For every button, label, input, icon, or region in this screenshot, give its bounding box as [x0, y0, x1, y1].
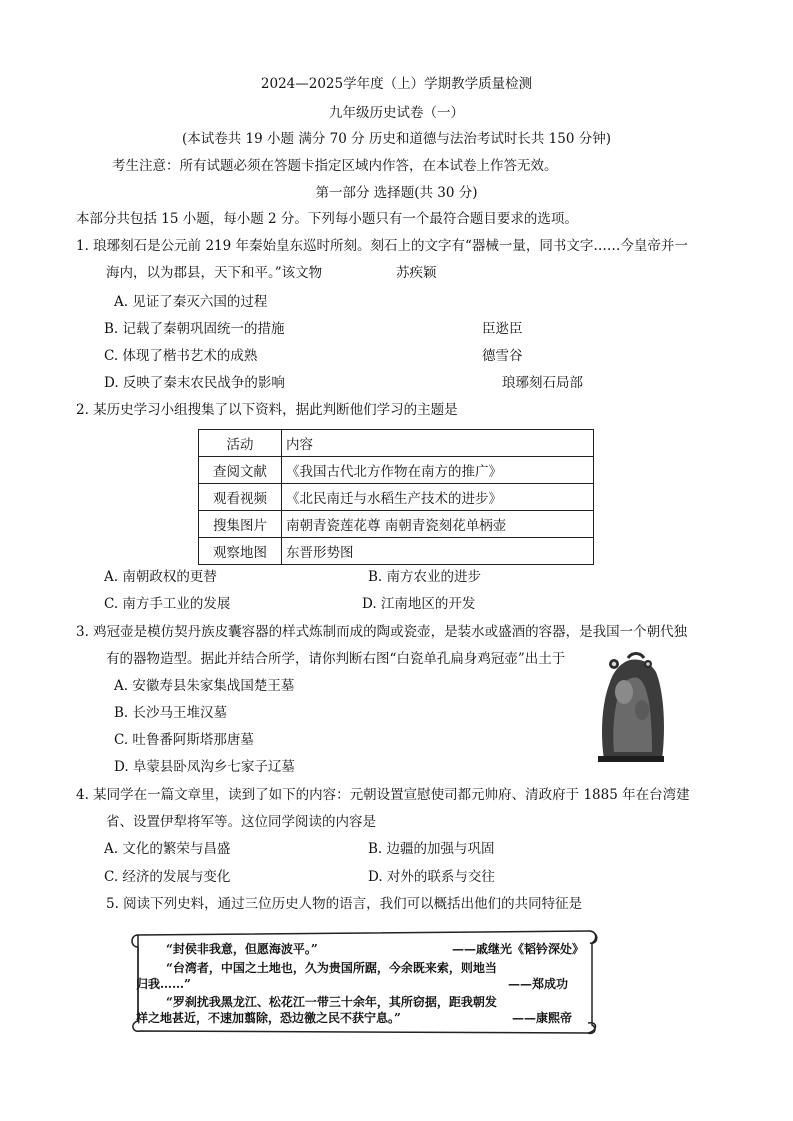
q2-option-a: A. 南朝政权的更替 — [104, 569, 217, 585]
q5-source-3: ——康熙帝 — [512, 1011, 573, 1025]
table-row — [199, 484, 594, 511]
q4-option-a: A. 文化的繁荣与昌盛 — [104, 841, 231, 857]
table-cell: 东晋形势图 — [282, 538, 594, 565]
exam-title: 2024—2025学年度（上）学期教学质量检测 — [260, 76, 533, 92]
table-row — [199, 430, 594, 457]
table-row — [199, 511, 594, 538]
q4-option-c: C. 经济的发展与变化 — [104, 869, 231, 885]
q1-caption: 琅琊刻石局部 — [502, 375, 583, 391]
q2-option-c: C. 南方手工业的发展 — [104, 596, 231, 612]
chicken-crown-pot-image — [594, 652, 668, 762]
table-cell: 《我国古代北方作物在南方的推广》 — [282, 457, 594, 484]
exam-subtitle: 九年级历史试卷（一） — [329, 105, 464, 121]
q4-stem-line2: 省、设置伊犁将军等。这位同学阅读的内容是 — [106, 814, 376, 830]
q3-option-c: C. 吐鲁番阿斯塔那唐墓 — [114, 732, 254, 748]
q1-stray-name: 苏疾颖 — [396, 265, 437, 281]
q5-quote-3b: 祥之地甚近，不速加翦除，恐边徼之民不获宁息。” — [136, 1011, 401, 1025]
q3-stem-line1: 3. 鸡冠壶是模仿契丹族皮囊容器的样式炼制而成的陶或瓷壶，是装水或盛酒的容器，是我国一个朝代独 — [76, 624, 688, 640]
q1-option-b: B. 记载了秦朝巩固统一的措施 — [104, 321, 285, 337]
q3-option-a: A. 安徽寿县朱家集战国楚王墓 — [114, 678, 295, 694]
table-cell: 搜集图片 — [199, 511, 282, 538]
q1-stem-line2: 海内，以为郡县，天下和平。”该文物 — [106, 265, 323, 281]
exam-notice: 考生注意：所有试题必须在答题卡指定区域内作答，在本试卷上作答无效。 — [112, 158, 558, 174]
q5-source-2: ——郑成功 — [508, 977, 569, 991]
q4-stem-line1: 4. 某同学在一篇文章里，读到了如下的内容：元朝设置宣慰使司都元帅府、清政府于 1885 年在台湾建 — [76, 787, 690, 803]
q5-quote-3a: “罗刹扰我黑龙江、松花江一带三十余年，其所窃据，距我朝发 — [166, 995, 497, 1009]
q1-option-c: C. 体现了楷书艺术的成熟 — [104, 348, 258, 364]
q5-stem: 5. 阅读下列史料，通过三位历史人物的语言，我们可以概括出他们的共同特征是 — [106, 896, 583, 912]
part1-intro: 本部分共包括 15 小题，每小题 2 分。下列每小题只有一个最符合题目要求的选项。 — [76, 211, 578, 227]
q5-source-1: ——戚继光《韬钤深处》 — [452, 942, 585, 956]
q1-side-text-b: 臣逖臣 — [482, 321, 523, 337]
q5-quote-2b: 归我……” — [136, 977, 191, 991]
q2-option-b: B. 南方农业的进步 — [368, 569, 482, 585]
q1-option-a: A. 见证了秦灭六国的过程 — [114, 294, 268, 310]
q1-side-text-c: 德雪谷 — [482, 348, 523, 364]
table-header-activity: 活动 — [199, 430, 282, 457]
q1-option-d: D. 反映了秦末农民战争的影响 — [104, 375, 285, 391]
q3-stem-line2: 有的器物造型。据此并结合所学，请你判断右图“白瓷单孔扁身鸡冠壶”出土于 — [106, 651, 566, 667]
table-header-content: 内容 — [282, 430, 594, 457]
q5-quote-1: “封侯非我意，但愿海波平。” — [166, 942, 318, 956]
q2-option-d: D. 江南地区的开发 — [362, 596, 476, 612]
table-cell: 查阅文献 — [199, 457, 282, 484]
q5-quote-2a: “台湾者，中国之土地也，久为贵国所踞，今余既来索，则地当 — [166, 961, 497, 975]
table-row — [199, 457, 594, 484]
table-cell: 观看视频 — [199, 484, 282, 511]
q4-option-b: B. 边疆的加强与巩固 — [368, 841, 495, 857]
q2-table — [198, 429, 594, 565]
part1-title: 第一部分 选择题(共 30 分) — [315, 185, 478, 201]
table-cell: 南朝青瓷莲花尊 南朝青瓷刻花单柄壶 — [282, 511, 594, 538]
q2-stem: 2. 某历史学习小组搜集了以下资料，据此判断他们学习的主题是 — [76, 402, 458, 418]
table-cell: 《北民南迁与水稻生产技术的进步》 — [282, 484, 594, 511]
table-row — [199, 538, 594, 565]
exam-info: (本试卷共 19 小题 满分 70 分 历史和道德与法治考试时长共 150 分钟) — [182, 131, 611, 147]
table-cell: 观察地图 — [199, 538, 282, 565]
q4-option-d: D. 对外的联系与交往 — [368, 869, 495, 885]
q3-option-d: D. 阜蒙县卧凤沟乡七家子辽墓 — [114, 759, 295, 775]
q3-option-b: B. 长沙马王堆汉墓 — [114, 705, 228, 721]
q1-stem-line1: 1. 琅琊刻石是公元前 219 年秦始皇东巡时所刻。刻石上的文字有“器械一量，同书文字……今皇帝并一 — [76, 238, 688, 254]
